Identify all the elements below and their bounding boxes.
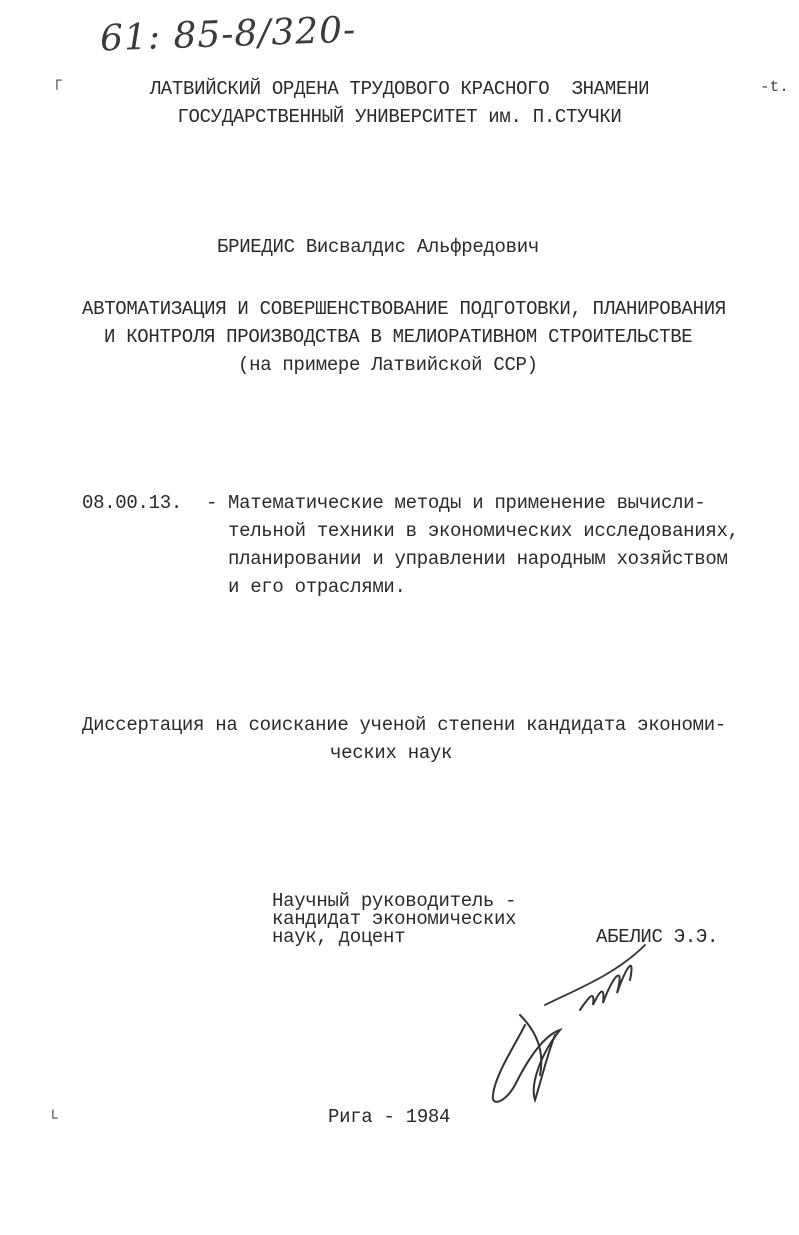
author-name: БРИЕДИС Висвалдис Альфредович <box>217 236 539 258</box>
specialty-line-4: и его отраслями. <box>228 576 406 598</box>
institution-line-2: ГОСУДАРСТВЕННЫЙ УНИВЕРСИТЕТ им. П.СТУЧКИ <box>177 106 622 128</box>
archive-handwritten-number: 61: 85-8/320- <box>99 9 357 60</box>
supervisor-signature <box>485 935 655 1110</box>
title-line-1: АВТОМАТИЗАЦИЯ И СОВЕРШЕНСТВОВАНИЕ ПОДГОТОВКИ, ПЛАНИРОВАНИЯ <box>82 298 726 320</box>
supervisor-line-1: Научный руководитель - <box>272 890 517 912</box>
supervisor-line-3: наук, доцент <box>272 926 406 948</box>
corner-mark-top-right: -t. <box>760 78 789 96</box>
supervisor-line-2: кандидат экономических <box>272 908 517 930</box>
supervisor-name: АБЕЛИС Э.Э. <box>596 926 719 948</box>
degree-line-2: ческих наук <box>330 742 453 764</box>
institution-line-1: ЛАТВИЙСКИЙ ОРДЕНА ТРУДОВОГО КРАСНОГО ЗНАМЕНИ <box>149 78 650 100</box>
specialty-line-3: планировании и управлении народным хозяйством <box>228 548 728 570</box>
specialty-line-2: тельной техники в экономических исследованиях, <box>228 520 739 542</box>
degree-line-1: Диссертация на соискание ученой степени кандидата экономи- <box>82 714 726 736</box>
specialty-dash: - <box>206 492 218 514</box>
specialty-code: 08.00.13. <box>82 492 182 514</box>
corner-mark-bottom-left: └ <box>48 1110 58 1128</box>
title-line-2: И КОНТРОЛЯ ПРОИЗВОДСТВА В МЕЛИОРАТИВНОМ СТРОИТЕЛЬСТВЕ <box>104 326 693 348</box>
corner-mark-top-left: ┌ <box>52 72 62 90</box>
title-line-3: (на примере Латвийской ССР) <box>238 354 538 376</box>
place-and-year: Рига - 1984 <box>328 1106 451 1128</box>
specialty-line-1: Математические методы и применение вычисли- <box>228 492 706 514</box>
